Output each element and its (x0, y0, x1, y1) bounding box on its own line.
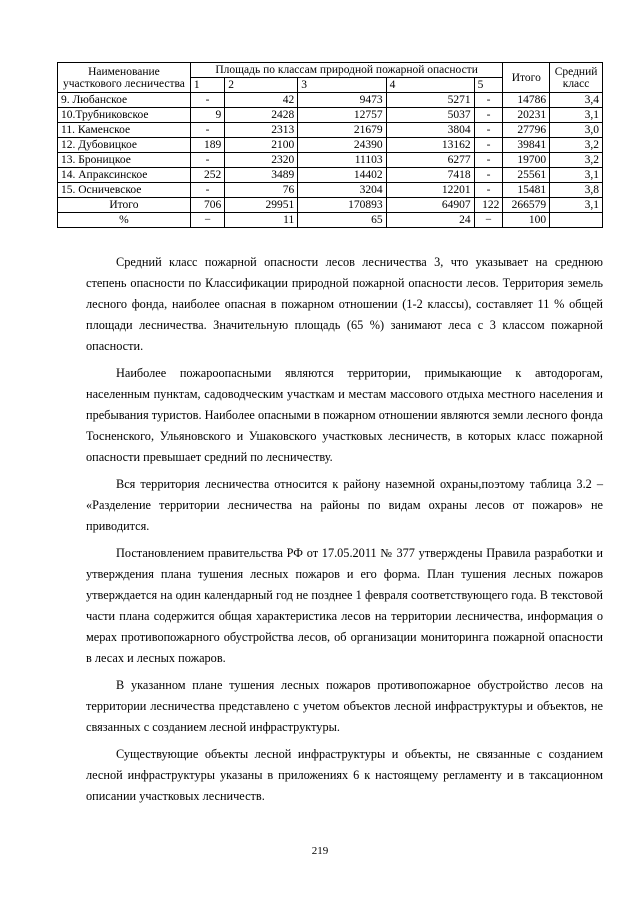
cell-c5: - (474, 153, 503, 168)
cell-c1: - (190, 123, 224, 138)
paragraph: В указанном плане тушения лесных пожаров противопожарное обустройство лесов на территории лесничества представлено с учетом объектов лесной инфраструктуры и объектов, не связанных с созданием лесной инфраструктуры. (86, 678, 603, 734)
cell-c2: 2320 (225, 153, 298, 168)
cell-c4: 6277 (386, 153, 474, 168)
cell-total: 15481 (503, 183, 550, 198)
cell-c1: 189 (190, 138, 224, 153)
cell-c5: − (474, 213, 503, 228)
cell-c5: - (474, 93, 503, 108)
cell-c1: - (190, 153, 224, 168)
paragraph: Существующие объекты лесной инфраструктуры и объекты, не связанные с созданием лесной инфраструктуры указаны в приложениях 6 к настоящему регламенту и в таксационном описании участковых лесничеств. (86, 747, 603, 803)
cell-avg: 3,1 (550, 108, 603, 123)
table-row (58, 168, 603, 183)
cell-name: 13. Броницкое (58, 153, 191, 168)
paragraph: Средний класс пожарной опасности лесов лесничества 3, что указывает на среднюю степень опасности по Классификации природной пожарной опасности лесов. Территория земель лесного фонда, наиболее опасная в пожарном отношении (1-2 классы), составляет 11 % общей площади лесничества. Значительную площадь (65 %) занимают леса с 3 классом пожарной опасности. (86, 255, 603, 353)
cell-c2: 42 (225, 93, 298, 108)
cell-c4: 64907 (386, 198, 474, 213)
header-class-5: 5 (474, 78, 503, 93)
cell-name: 11. Каменское (58, 123, 191, 138)
header-avg: Средний класс (550, 63, 603, 93)
paragraph: Вся территория лесничества относится к району наземной охраны,поэтому таблица 3.2 – «Разделение территории лесничества на районы по видам охраны лесов от пожаров» не приводится. (86, 477, 603, 533)
cell-c4: 3804 (386, 123, 474, 138)
cell-c3: 21679 (298, 123, 386, 138)
cell-c3: 170893 (298, 198, 386, 213)
cell-c2: 2100 (225, 138, 298, 153)
cell-c2: 2313 (225, 123, 298, 138)
cell-c4: 7418 (386, 168, 474, 183)
cell-name: 14. Апраксинское (58, 168, 191, 183)
cell-c4: 5037 (386, 108, 474, 123)
table-header-row (58, 63, 603, 78)
table-row (58, 138, 603, 153)
paragraph: Постановлением правительства РФ от 17.05.2011 № 377 утверждены Правила разработки и утверждения плана тушения лесных пожаров и его форма. План тушения лесных пожаров утверждается на один календарный год не позднее 1 февраля соответствующего года. В текстовой части плана содержится общая характеристика лесов на территории лесничества, информация о мерах противопожарного обустройства лесов, об организации мониторинга пожарной опасности в лесах и лесных пожаров. (86, 546, 603, 665)
header-class-4: 4 (386, 78, 474, 93)
cell-c3: 11103 (298, 153, 386, 168)
cell-total: 266579 (503, 198, 550, 213)
cell-c1: - (190, 183, 224, 198)
table-percent-row (58, 213, 603, 228)
cell-total: 14786 (503, 93, 550, 108)
cell-c3: 12757 (298, 108, 386, 123)
cell-avg: 3,8 (550, 183, 603, 198)
header-class-1: 1 (190, 78, 224, 93)
cell-total: 25561 (503, 168, 550, 183)
cell-avg: 3,1 (550, 198, 603, 213)
header-total: Итого (503, 63, 550, 93)
cell-name: 9. Любанское (58, 93, 191, 108)
cell-total: 20231 (503, 108, 550, 123)
cell-c3: 3204 (298, 183, 386, 198)
body-text (86, 252, 603, 813)
table-row (58, 153, 603, 168)
cell-c4: 13162 (386, 138, 474, 153)
cell-c3: 24390 (298, 138, 386, 153)
header-classes-group: Площадь по классам природной пожарной опасности (190, 63, 503, 78)
table-total-row (58, 198, 603, 213)
page-number: 219 (311, 845, 329, 857)
cell-c5: - (474, 108, 503, 123)
cell-c5: - (474, 138, 503, 153)
cell-name: Итого (58, 198, 191, 213)
cell-c4: 24 (386, 213, 474, 228)
header-class-3: 3 (298, 78, 386, 93)
cell-total: 100 (503, 213, 550, 228)
cell-total: 39841 (503, 138, 550, 153)
cell-c2: 76 (225, 183, 298, 198)
table-row (58, 123, 603, 138)
cell-c3: 14402 (298, 168, 386, 183)
cell-c2: 2428 (225, 108, 298, 123)
cell-c3: 65 (298, 213, 386, 228)
cell-c1: - (190, 93, 224, 108)
cell-avg: 3,1 (550, 168, 603, 183)
header-name: Наименование участкового лесничества (58, 63, 191, 93)
cell-avg (550, 213, 603, 228)
header-class-2: 2 (225, 78, 298, 93)
cell-name: 15. Осничевское (58, 183, 191, 198)
cell-c2: 29951 (225, 198, 298, 213)
cell-avg: 3,2 (550, 153, 603, 168)
fire-class-table (57, 62, 603, 228)
paragraph: Наиболее пожароопасными являются территории, примыкающие к автодорогам, населенным пунктам, садоводческим участкам и местам массового отдыха местного населения и пребывания туристов. Наиболее опасными в пожарном отношении являются земли лесного фонда Тосненского, Ульяновского и Ушаковского участковых лесничеств, в которых класс пожарной опасности превышает средний по лесничеству. (86, 366, 603, 464)
cell-name: 12. Дубовицкое (58, 138, 191, 153)
table-row (58, 183, 603, 198)
cell-c5: - (474, 183, 503, 198)
table-row (58, 93, 603, 108)
cell-name: 10.Трубниковское (58, 108, 191, 123)
cell-c2: 11 (225, 213, 298, 228)
cell-total: 19700 (503, 153, 550, 168)
cell-avg: 3,2 (550, 138, 603, 153)
cell-avg: 3,0 (550, 123, 603, 138)
cell-c1: 252 (190, 168, 224, 183)
cell-c3: 9473 (298, 93, 386, 108)
cell-c5: 122 (474, 198, 503, 213)
cell-c4: 12201 (386, 183, 474, 198)
cell-c5: - (474, 168, 503, 183)
cell-c4: 5271 (386, 93, 474, 108)
cell-c1: − (190, 213, 224, 228)
cell-c2: 3489 (225, 168, 298, 183)
cell-c1: 9 (190, 108, 224, 123)
cell-c1: 706 (190, 198, 224, 213)
cell-c5: - (474, 123, 503, 138)
cell-avg: 3,4 (550, 93, 603, 108)
table-row (58, 108, 603, 123)
cell-total: 27796 (503, 123, 550, 138)
cell-name: % (58, 213, 191, 228)
